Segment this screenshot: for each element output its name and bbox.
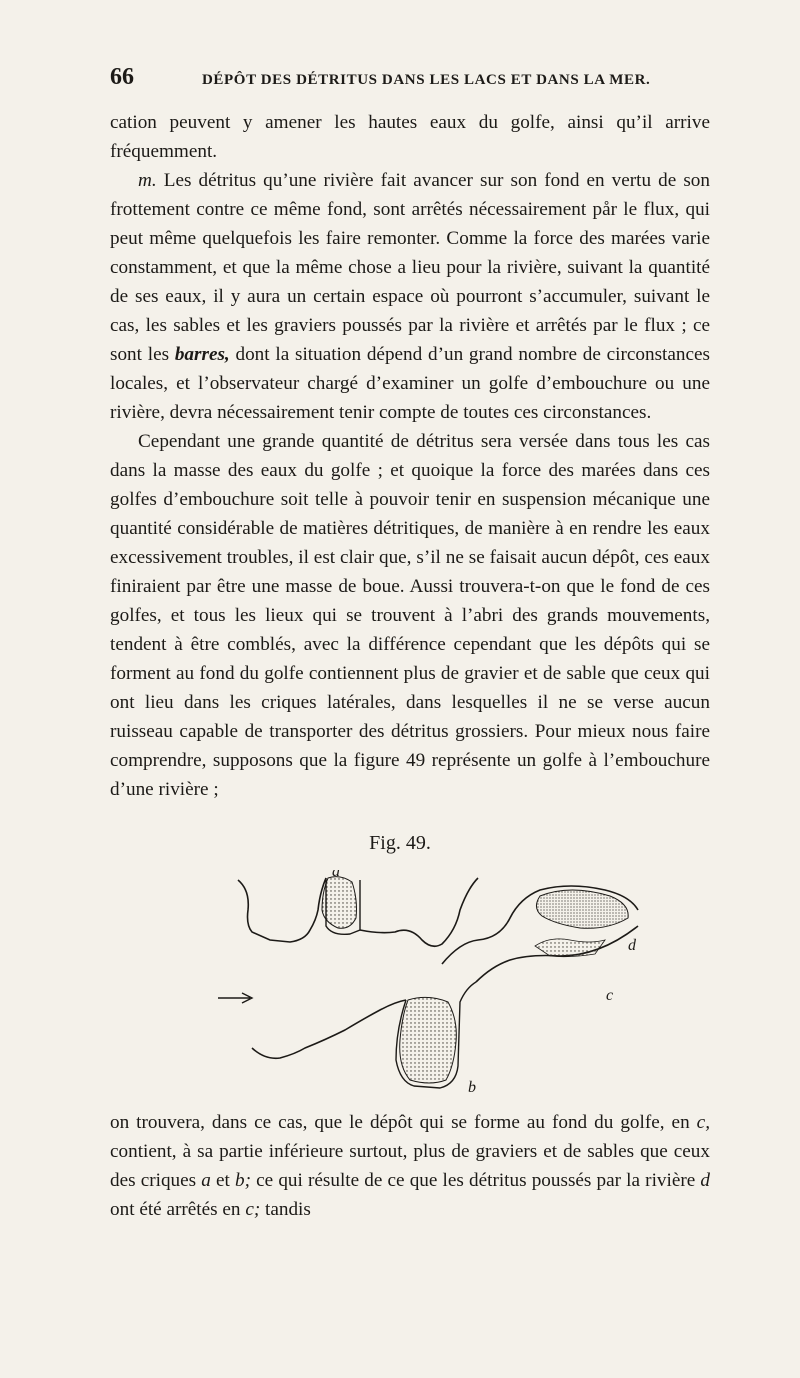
label-b: b: [468, 1079, 476, 1096]
bottom-text: [110, 1108, 710, 1224]
paragraph-2-text-b: dont la situation dépend d’un grand nombre de circonstances locales, et l’observateur chargé d’examiner un golfe d’embouchure ou une rivière, devra nécessairement tenir compte de toutes ces circonstances.: [110, 344, 710, 423]
flux-arrow[interactable]: [218, 993, 252, 1003]
label-d: d: [628, 937, 636, 954]
gulf-diagram: [210, 870, 640, 1100]
river-deposit-c: [536, 890, 628, 928]
paragraph-4: [110, 1108, 710, 1224]
main-text: [110, 108, 710, 804]
paragraph-1: cation peuvent y amener les hautes eaux du golfe, ainsi qu’il arrive fréquemment.: [110, 112, 710, 162]
ref-b: b;: [235, 1170, 251, 1191]
figure-caption: Fig. 49.: [369, 832, 431, 854]
coast-top-left: [238, 878, 326, 942]
text-segment: et: [210, 1170, 236, 1191]
ref-c: c,: [696, 1112, 710, 1133]
paragraph-2-text-a: Les détritus qu’une rivière fait avancer sur son fond en vertu de son frottement contre ce même fond, sont arrêtés nécessairement pår le flux, qui peut même quelquefois les faire remonter. Comme la force des marées varie constamment, et que la même chose a lieu pour la rivière, suivant la quantité de ses eaux, il y aura un certain espace où pourront s’accumuler, suivant le cas, les sables et les graviers poussés par la rivière et arrêtés par le flux ; ce sont les: [110, 170, 710, 365]
term-barres: barres,: [174, 344, 230, 365]
text-segment: ce qui résulte de ce que les détritus poussés par la rivière: [251, 1170, 701, 1191]
text-segment: contient, à sa partie inférieure surtout, plus de graviers et de sables que ceux des criques: [110, 1141, 710, 1191]
paragraph-3: Cependant une grande quantité de détritus sera versée dans tous les cas dans la masse des eaux du golfe ; et quoique la force des marées dans ces golfes d’embouchure soit telle à pouvoir tenir en suspension mécanique une quantité considérable de matières détritiques, de manière à en rendre les eaux excessivement troubles, il est clair que, s’il ne se faisait aucun dépôt, ces eaux finiraient par être une masse de boue. Aussi trouvera-t-on que le fond de ces golfes, et tous les lieux qui se trouvent à l’abri des grands mouvements, tendent à être comblés, avec la différence cependant que les dépôts qui se forment au fond du golfe contiennent plus de gravier et de sable que ceux qui ont lieu dans les criques latérales, dans lesquelles il ne se verse aucun ruisseau capable de transporter des détritus grossiers. Pour mieux nous faire comprendre, supposons que la figure 49 représente un golfe à l’embouchure d’une rivière ;: [110, 431, 710, 800]
figure-49: [210, 870, 640, 1100]
paragraph-2: [110, 166, 710, 427]
coast-top-middle: [360, 878, 478, 946]
page-number: 66: [110, 64, 134, 90]
crique-b-deposit: [400, 997, 457, 1083]
ref-c-2: c;: [245, 1199, 261, 1220]
coast-bottom-left: [252, 1000, 406, 1058]
text-segment: tandis: [260, 1199, 311, 1220]
ref-d: d: [700, 1170, 710, 1191]
running-head: DÉPÔT DES DÉTRITUS DANS LES LACS ET DANS LA MER.: [202, 72, 651, 88]
page-header: [110, 64, 710, 94]
river-deposit-lower: [535, 939, 605, 957]
ref-a: a: [201, 1170, 211, 1191]
crique-a-deposit: [322, 877, 357, 929]
label-a: a: [332, 870, 340, 880]
text-segment: on trouvera, dans ce cas, que le dépôt qui se forme au fond du golfe, en: [110, 1112, 697, 1133]
paragraph-marker: m.: [138, 170, 157, 191]
label-c: c: [606, 987, 614, 1004]
text-segment: ont été arrêtés en: [110, 1199, 246, 1220]
